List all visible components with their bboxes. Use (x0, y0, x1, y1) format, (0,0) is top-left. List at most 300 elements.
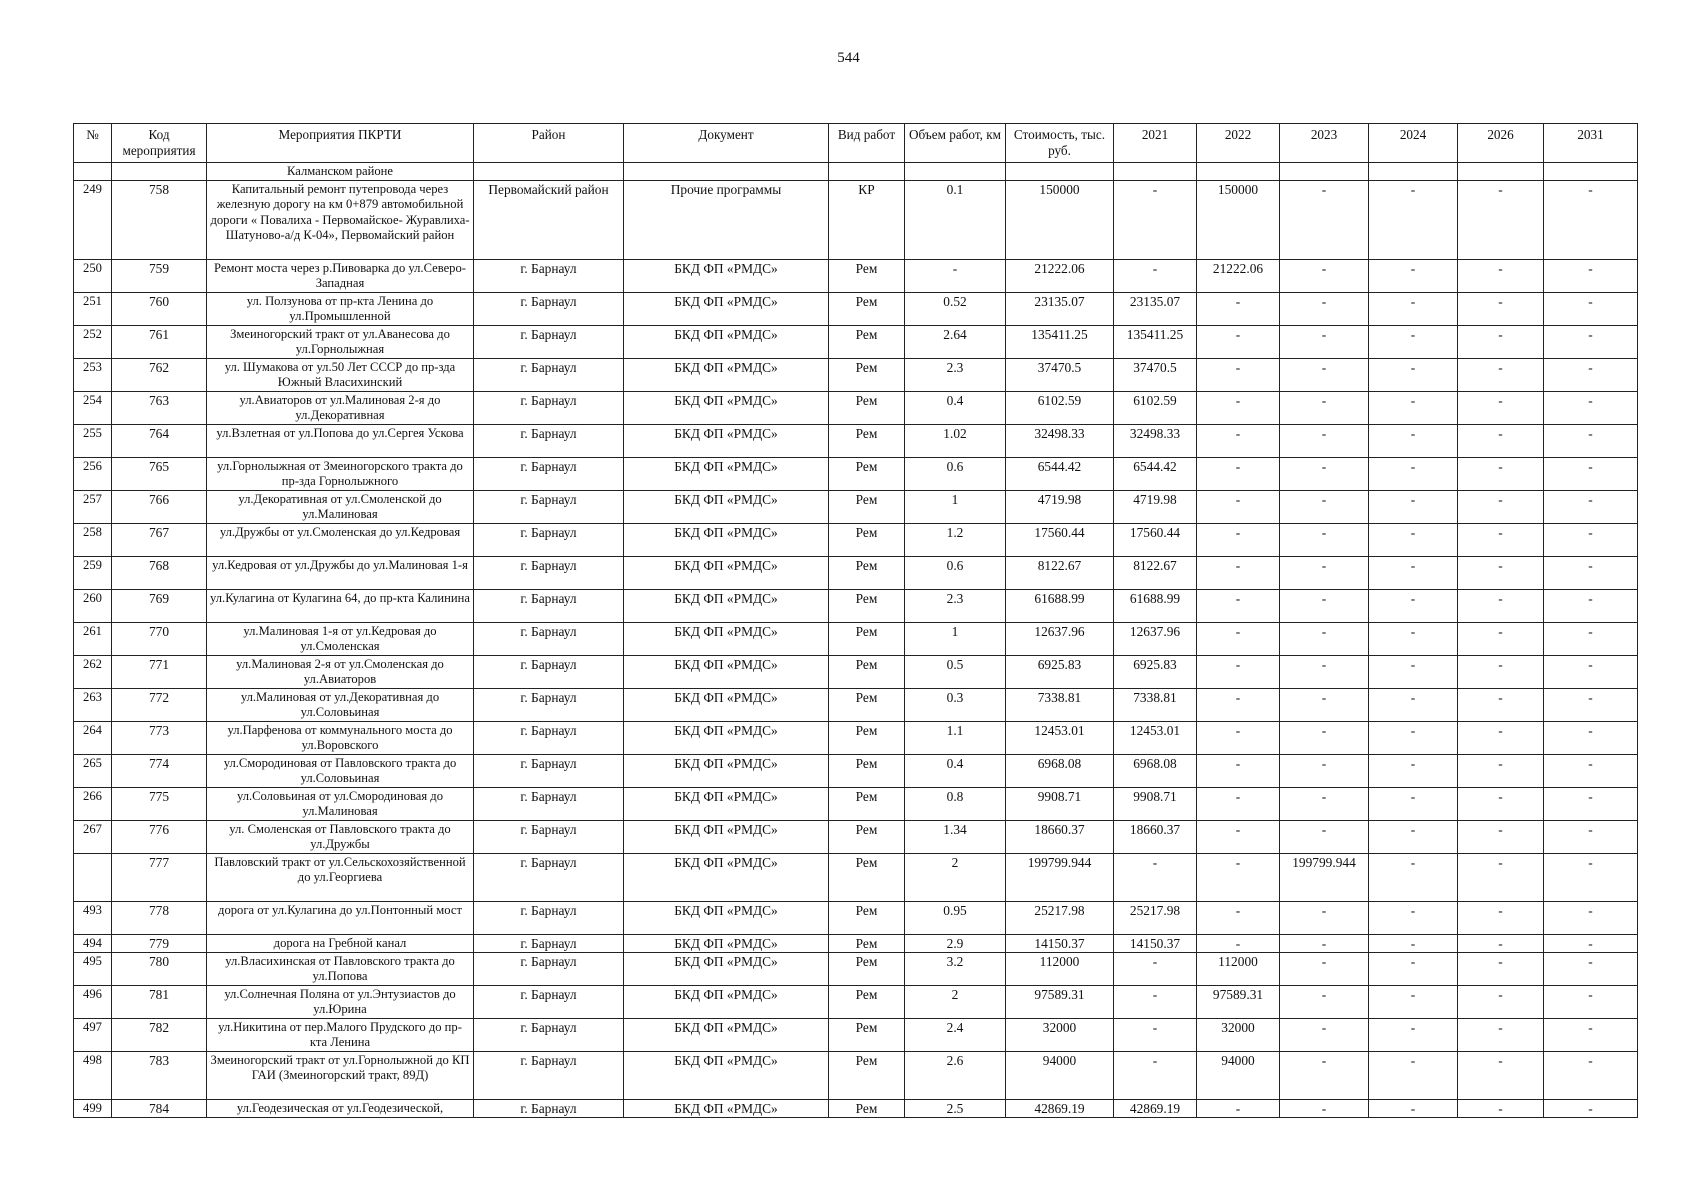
page-number: 544 (837, 50, 860, 66)
cell-district: г. Барнаул (474, 854, 624, 902)
table-row (74, 458, 1638, 491)
cell-2026: - (1458, 458, 1544, 491)
cell-2021 (1114, 163, 1197, 181)
cell-2026: - (1458, 181, 1544, 260)
cell-2022: - (1197, 458, 1280, 491)
cell-cost: 12637.96 (1006, 623, 1114, 656)
cell-code: 774 (112, 755, 207, 788)
cell-code: 763 (112, 392, 207, 425)
cell-2022: - (1197, 935, 1280, 953)
cell-2031: - (1544, 425, 1638, 458)
table-header-row (74, 124, 1638, 163)
cell-2026: - (1458, 1019, 1544, 1052)
cell-2022: 32000 (1197, 1019, 1280, 1052)
cell-volume (905, 163, 1006, 181)
table-row (74, 1100, 1638, 1118)
cell-volume: 1.1 (905, 722, 1006, 755)
column-header: 2031 (1544, 124, 1638, 163)
cell-cost: 14150.37 (1006, 935, 1114, 953)
cell-2023: - (1280, 1052, 1369, 1100)
cell-2021: 6544.42 (1114, 458, 1197, 491)
cell-document: БКД ФП «РМДС» (624, 854, 829, 902)
cell-district: г. Барнаул (474, 425, 624, 458)
cell-2024: - (1369, 293, 1458, 326)
cell-code: 773 (112, 722, 207, 755)
cell-document: БКД ФП «РМДС» (624, 326, 829, 359)
cell-number: 497 (74, 1019, 112, 1052)
cell-number: 257 (74, 491, 112, 524)
cell-2031: - (1544, 656, 1638, 689)
cell-2024: - (1369, 953, 1458, 986)
cell-number: 496 (74, 986, 112, 1019)
cell-number: 254 (74, 392, 112, 425)
cell-work-type: Рем (829, 392, 905, 425)
cell-2022: - (1197, 425, 1280, 458)
cell-2022: - (1197, 359, 1280, 392)
cell-2021: 135411.25 (1114, 326, 1197, 359)
table-row (74, 902, 1638, 935)
cell-2026 (1458, 163, 1544, 181)
cell-document: БКД ФП «РМДС» (624, 260, 829, 293)
cell-number: 255 (74, 425, 112, 458)
cell-document: БКД ФП «РМДС» (624, 392, 829, 425)
cell-district: г. Барнаул (474, 935, 624, 953)
cell-2021: - (1114, 986, 1197, 1019)
cell-document: БКД ФП «РМДС» (624, 935, 829, 953)
cell-measure: ул. Шумакова от ул.50 Лет СССР до пр-зда Южный Власихинский (207, 359, 474, 392)
cell-document: БКД ФП «РМДС» (624, 1019, 829, 1052)
cell-2022: - (1197, 821, 1280, 854)
cell-district: г. Барнаул (474, 1052, 624, 1100)
cell-code (112, 163, 207, 181)
cell-work-type (829, 163, 905, 181)
cell-2022 (1197, 163, 1280, 181)
cell-2024: - (1369, 623, 1458, 656)
cell-work-type: Рем (829, 821, 905, 854)
cell-2022: 97589.31 (1197, 986, 1280, 1019)
cell-2024: - (1369, 986, 1458, 1019)
cell-number: 261 (74, 623, 112, 656)
cell-district: г. Барнаул (474, 788, 624, 821)
cell-2031: - (1544, 953, 1638, 986)
cell-measure: ул.Малиновая 1-я от ул.Кедровая до ул.Смоленская (207, 623, 474, 656)
cell-volume: 0.8 (905, 788, 1006, 821)
cell-2021: 6102.59 (1114, 392, 1197, 425)
cell-measure: Капитальный ремонт путепровода через железную дорогу на км 0+879 автомобильной дороги « Повалиха - Первомайское- Журавлиха-Шатуново-а/д К-04», Первомайский район (207, 181, 474, 260)
cell-district: г. Барнаул (474, 293, 624, 326)
cell-number: 495 (74, 953, 112, 986)
cell-2021: - (1114, 854, 1197, 902)
cell-2022: - (1197, 326, 1280, 359)
column-header: 2024 (1369, 124, 1458, 163)
cell-work-type: Рем (829, 902, 905, 935)
cell-number: 259 (74, 557, 112, 590)
cell-cost: 6102.59 (1006, 392, 1114, 425)
cell-cost: 150000 (1006, 181, 1114, 260)
cell-2024: - (1369, 755, 1458, 788)
cell-district: г. Барнаул (474, 590, 624, 623)
cell-2024: - (1369, 689, 1458, 722)
table-row (74, 293, 1638, 326)
cell-measure: ул.Власихинская от Павловского тракта до ул.Попова (207, 953, 474, 986)
cell-code: 779 (112, 935, 207, 953)
cell-2026: - (1458, 293, 1544, 326)
cell-number: 499 (74, 1100, 112, 1118)
cell-document: БКД ФП «РМДС» (624, 953, 829, 986)
cell-code: 767 (112, 524, 207, 557)
cell-2023: - (1280, 1100, 1369, 1118)
cell-district: г. Барнаул (474, 902, 624, 935)
cell-volume: 2 (905, 986, 1006, 1019)
cell-2026: - (1458, 557, 1544, 590)
cell-cost: 6544.42 (1006, 458, 1114, 491)
cell-code: 778 (112, 902, 207, 935)
cell-2022: - (1197, 557, 1280, 590)
cell-work-type: КР (829, 181, 905, 260)
program-table (73, 123, 1638, 1118)
cell-cost: 18660.37 (1006, 821, 1114, 854)
cell-volume: 0.6 (905, 557, 1006, 590)
cell-2024: - (1369, 359, 1458, 392)
table-row (74, 953, 1638, 986)
cell-measure: ул.Малиновая от ул.Декоративная до ул.Соловьиная (207, 689, 474, 722)
cell-district: г. Барнаул (474, 623, 624, 656)
cell-2024: - (1369, 590, 1458, 623)
cell-measure: ул.Авиаторов от ул.Малиновая 2-я до ул.Декоративная (207, 392, 474, 425)
cell-number: 252 (74, 326, 112, 359)
cell-2021: 32498.33 (1114, 425, 1197, 458)
cell-cost: 32000 (1006, 1019, 1114, 1052)
cell-2031: - (1544, 854, 1638, 902)
cell-document: БКД ФП «РМДС» (624, 689, 829, 722)
cell-cost: 17560.44 (1006, 524, 1114, 557)
cell-cost: 135411.25 (1006, 326, 1114, 359)
cell-2024: - (1369, 935, 1458, 953)
cell-measure: Калманском районе (207, 163, 474, 181)
cell-2026: - (1458, 854, 1544, 902)
cell-volume: 1.02 (905, 425, 1006, 458)
cell-2022: 112000 (1197, 953, 1280, 986)
table-row (74, 821, 1638, 854)
table-row (74, 722, 1638, 755)
cell-code: 759 (112, 260, 207, 293)
column-header: Стоимость, тыс. руб. (1006, 124, 1114, 163)
cell-2031: - (1544, 623, 1638, 656)
column-header: 2023 (1280, 124, 1369, 163)
cell-document: БКД ФП «РМДС» (624, 755, 829, 788)
cell-2022: - (1197, 689, 1280, 722)
cell-work-type: Рем (829, 788, 905, 821)
cell-work-type: Рем (829, 854, 905, 902)
cell-2024: - (1369, 260, 1458, 293)
cell-2023: - (1280, 755, 1369, 788)
cell-district: г. Барнаул (474, 491, 624, 524)
cell-volume: 0.95 (905, 902, 1006, 935)
cell-2023: - (1280, 656, 1369, 689)
column-header: 2026 (1458, 124, 1544, 163)
cell-number: 258 (74, 524, 112, 557)
cell-2024: - (1369, 458, 1458, 491)
cell-work-type: Рем (829, 326, 905, 359)
table-row (74, 524, 1638, 557)
cell-volume: 3.2 (905, 953, 1006, 986)
cell-2026: - (1458, 953, 1544, 986)
cell-code: 780 (112, 953, 207, 986)
table-row (74, 986, 1638, 1019)
cell-2022: - (1197, 788, 1280, 821)
cell-code: 782 (112, 1019, 207, 1052)
cell-2021: 61688.99 (1114, 590, 1197, 623)
cell-2031: - (1544, 458, 1638, 491)
table-row (74, 755, 1638, 788)
cell-2022: - (1197, 656, 1280, 689)
cell-2031: - (1544, 821, 1638, 854)
cell-district: г. Барнаул (474, 755, 624, 788)
cell-number: 256 (74, 458, 112, 491)
cell-2022: - (1197, 392, 1280, 425)
cell-2022: - (1197, 524, 1280, 557)
cell-cost: 37470.5 (1006, 359, 1114, 392)
cell-number: 249 (74, 181, 112, 260)
column-header: Район (474, 124, 624, 163)
cell-document: БКД ФП «РМДС» (624, 1100, 829, 1118)
cell-2023: - (1280, 524, 1369, 557)
cell-2026: - (1458, 788, 1544, 821)
cell-document: БКД ФП «РМДС» (624, 491, 829, 524)
cell-document: БКД ФП «РМДС» (624, 788, 829, 821)
cell-cost: 21222.06 (1006, 260, 1114, 293)
cell-2026: - (1458, 326, 1544, 359)
cell-2023: - (1280, 986, 1369, 1019)
table-row (74, 491, 1638, 524)
cell-document: БКД ФП «РМДС» (624, 1052, 829, 1100)
cell-document: БКД ФП «РМДС» (624, 359, 829, 392)
cell-volume: - (905, 260, 1006, 293)
cell-cost: 97589.31 (1006, 986, 1114, 1019)
table-row (74, 689, 1638, 722)
cell-number (74, 854, 112, 902)
cell-volume: 0.5 (905, 656, 1006, 689)
table-row (74, 788, 1638, 821)
cell-2023: - (1280, 557, 1369, 590)
cell-district: г. Барнаул (474, 260, 624, 293)
cell-work-type: Рем (829, 656, 905, 689)
cell-cost: 61688.99 (1006, 590, 1114, 623)
cell-document: БКД ФП «РМДС» (624, 821, 829, 854)
cell-document: Прочие программы (624, 181, 829, 260)
cell-2021: 17560.44 (1114, 524, 1197, 557)
cell-2021: 6968.08 (1114, 755, 1197, 788)
cell-measure: Павловский тракт от ул.Сельскохозяйственной до ул.Георгиева (207, 854, 474, 902)
column-header: Объем работ, км (905, 124, 1006, 163)
cell-district: Первомайский район (474, 181, 624, 260)
cell-2023: - (1280, 425, 1369, 458)
table-row (74, 163, 1638, 181)
cell-2022: - (1197, 1100, 1280, 1118)
cell-measure: ул.Дружбы от ул.Смоленская до ул.Кедровая (207, 524, 474, 557)
cell-volume: 2 (905, 854, 1006, 902)
cell-2023: - (1280, 293, 1369, 326)
cell-measure: дорога от ул.Кулагина до ул.Понтонный мост (207, 902, 474, 935)
cell-2023: - (1280, 689, 1369, 722)
cell-document: БКД ФП «РМДС» (624, 656, 829, 689)
cell-cost: 199799.944 (1006, 854, 1114, 902)
cell-2031: - (1544, 590, 1638, 623)
cell-cost: 25217.98 (1006, 902, 1114, 935)
cell-code: 761 (112, 326, 207, 359)
cell-district: г. Барнаул (474, 986, 624, 1019)
cell-2026: - (1458, 935, 1544, 953)
cell-2023: - (1280, 590, 1369, 623)
cell-2024: - (1369, 425, 1458, 458)
cell-volume: 2.6 (905, 1052, 1006, 1100)
cell-code: 775 (112, 788, 207, 821)
cell-2021: - (1114, 953, 1197, 986)
column-header: Документ (624, 124, 829, 163)
cell-district: г. Барнаул (474, 359, 624, 392)
column-header: Код мероприятия (112, 124, 207, 163)
cell-district: г. Барнаул (474, 557, 624, 590)
cell-volume: 2.3 (905, 359, 1006, 392)
cell-district: г. Барнаул (474, 1019, 624, 1052)
cell-work-type: Рем (829, 557, 905, 590)
cell-district: г. Барнаул (474, 821, 624, 854)
cell-volume: 2.3 (905, 590, 1006, 623)
cell-2022: - (1197, 293, 1280, 326)
cell-measure: ул.Кедровая от ул.Дружбы до ул.Малиновая 1-я (207, 557, 474, 590)
cell-cost: 12453.01 (1006, 722, 1114, 755)
cell-document: БКД ФП «РМДС» (624, 293, 829, 326)
cell-code: 758 (112, 181, 207, 260)
cell-2023: - (1280, 260, 1369, 293)
cell-2023: 199799.944 (1280, 854, 1369, 902)
cell-2024: - (1369, 821, 1458, 854)
cell-number: 251 (74, 293, 112, 326)
cell-cost: 112000 (1006, 953, 1114, 986)
cell-number: 266 (74, 788, 112, 821)
cell-code: 770 (112, 623, 207, 656)
cell-code: 783 (112, 1052, 207, 1100)
cell-2031: - (1544, 326, 1638, 359)
cell-cost: 7338.81 (1006, 689, 1114, 722)
cell-measure: дорога на Гребной канал (207, 935, 474, 953)
cell-2021: - (1114, 260, 1197, 293)
cell-2026: - (1458, 524, 1544, 557)
cell-2021: 4719.98 (1114, 491, 1197, 524)
cell-2024: - (1369, 902, 1458, 935)
cell-code: 762 (112, 359, 207, 392)
cell-work-type: Рем (829, 590, 905, 623)
cell-district: г. Барнаул (474, 656, 624, 689)
cell-2024 (1369, 163, 1458, 181)
cell-measure: ул.Кулагина от Кулагина 64, до пр-кта Калинина (207, 590, 474, 623)
cell-2023: - (1280, 722, 1369, 755)
cell-2026: - (1458, 491, 1544, 524)
column-header: № (74, 124, 112, 163)
cell-document (624, 163, 829, 181)
cell-2024: - (1369, 788, 1458, 821)
table-row (74, 181, 1638, 260)
table-row (74, 359, 1638, 392)
cell-cost: 32498.33 (1006, 425, 1114, 458)
cell-2031: - (1544, 986, 1638, 1019)
cell-2026: - (1458, 359, 1544, 392)
cell-district: г. Барнаул (474, 392, 624, 425)
cell-2031: - (1544, 557, 1638, 590)
cell-2031: - (1544, 260, 1638, 293)
table-row (74, 590, 1638, 623)
cell-2026: - (1458, 755, 1544, 788)
cell-2026: - (1458, 623, 1544, 656)
cell-document: БКД ФП «РМДС» (624, 557, 829, 590)
cell-measure: ул. Ползунова от пр-кта Ленина до ул.Промышленной (207, 293, 474, 326)
cell-2026: - (1458, 260, 1544, 293)
cell-2024: - (1369, 722, 1458, 755)
cell-2023: - (1280, 788, 1369, 821)
table-row (74, 623, 1638, 656)
cell-2023: - (1280, 902, 1369, 935)
cell-work-type: Рем (829, 722, 905, 755)
cell-code: 760 (112, 293, 207, 326)
cell-district: г. Барнаул (474, 458, 624, 491)
cell-district: г. Барнаул (474, 722, 624, 755)
cell-measure: Змеиногорский тракт от ул.Горнолыжной до КП ГАИ (Змеиногорский тракт, 89Д) (207, 1052, 474, 1100)
table-body (74, 163, 1638, 1118)
cell-volume: 0.4 (905, 392, 1006, 425)
cell-2023: - (1280, 1019, 1369, 1052)
cell-2022: - (1197, 902, 1280, 935)
cell-2021: 8122.67 (1114, 557, 1197, 590)
cell-2022: - (1197, 590, 1280, 623)
cell-2021: - (1114, 1019, 1197, 1052)
cell-2024: - (1369, 656, 1458, 689)
cell-document: БКД ФП «РМДС» (624, 986, 829, 1019)
cell-cost: 4719.98 (1006, 491, 1114, 524)
cell-measure: ул.Соловьиная от ул.Смородиновая до ул.Малиновая (207, 788, 474, 821)
cell-2026: - (1458, 590, 1544, 623)
cell-2021: 14150.37 (1114, 935, 1197, 953)
cell-2031: - (1544, 392, 1638, 425)
cell-volume: 2.9 (905, 935, 1006, 953)
cell-2021: 37470.5 (1114, 359, 1197, 392)
cell-document: БКД ФП «РМДС» (624, 458, 829, 491)
cell-2031: - (1544, 788, 1638, 821)
cell-2026: - (1458, 689, 1544, 722)
cell-volume: 0.3 (905, 689, 1006, 722)
table-row (74, 1019, 1638, 1052)
cell-2026: - (1458, 392, 1544, 425)
cell-code: 764 (112, 425, 207, 458)
cell-volume: 1.34 (905, 821, 1006, 854)
table-row (74, 260, 1638, 293)
cell-work-type: Рем (829, 1019, 905, 1052)
cell-measure: Ремонт моста через р.Пивоварка до ул.Северо-Западная (207, 260, 474, 293)
cell-2024: - (1369, 326, 1458, 359)
table-row (74, 935, 1638, 953)
cell-2021: - (1114, 181, 1197, 260)
cell-document: БКД ФП «РМДС» (624, 524, 829, 557)
cell-2023 (1280, 163, 1369, 181)
cell-work-type: Рем (829, 986, 905, 1019)
cell-2031: - (1544, 1100, 1638, 1118)
cell-2021: 23135.07 (1114, 293, 1197, 326)
cell-document: БКД ФП «РМДС» (624, 623, 829, 656)
cell-2021: 12637.96 (1114, 623, 1197, 656)
cell-2023: - (1280, 953, 1369, 986)
cell-work-type: Рем (829, 1100, 905, 1118)
cell-2022: - (1197, 854, 1280, 902)
cell-2023: - (1280, 491, 1369, 524)
